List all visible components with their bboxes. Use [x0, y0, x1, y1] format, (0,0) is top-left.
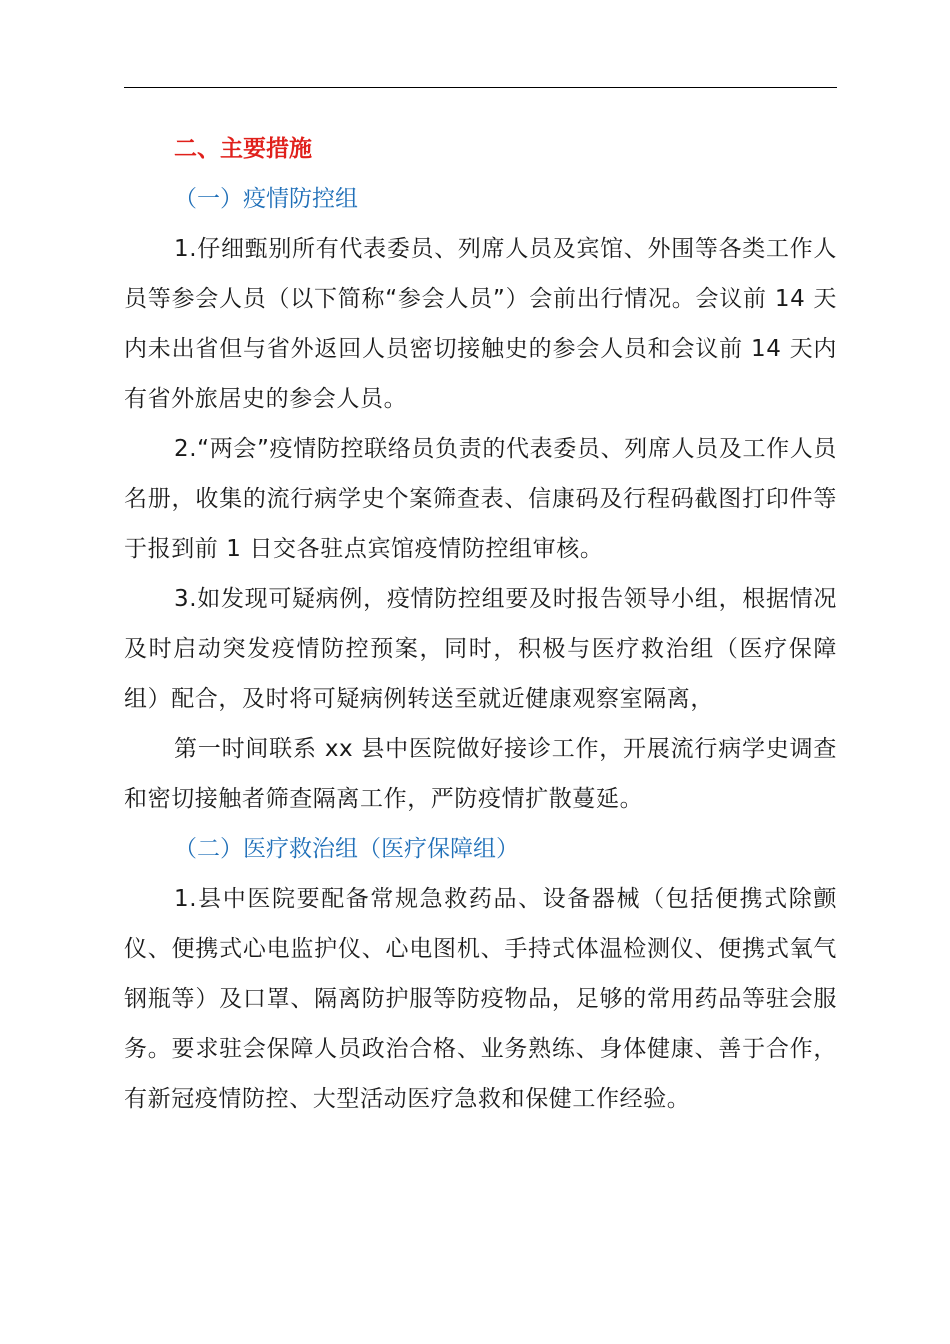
paragraph: 1.县中医院要配备常规急救药品、设备器械（包括便携式除颤仪、便携式心电监护仪、心电图机、手持式体温检测仪、便携式氧气钢瓶等）及口罩、隔离防护服等防疫物品，足够的常用药品等驻会服务。要求驻会保障人员政治合格、业务熟练、身体健康、善于合作，有新冠疫情防控、大型活动医疗急救和保健工作经验。 — [124, 886, 837, 1112]
paragraph: 3.如发现可疑病例，疫情防控组要及时报告领导小组，根据情况及时启动突发疫情防控预案，同时，积极与医疗救治组（医疗保障组）配合，及时将可疑病例转送至就近健康观察室隔离， — [124, 586, 837, 712]
document-body — [124, 124, 837, 1124]
subsection-heading-medical-treatment: （二）医疗救治组（医疗保障组） — [174, 836, 519, 862]
paragraph: 第一时间联系 xx 县中医院做好接诊工作，开展流行病学史调查和密切接触者筛查隔离工作，严防疫情扩散蔓延。 — [124, 736, 837, 812]
paragraph: 1.仔细甄别所有代表委员、列席人员及宾馆、外围等各类工作人员等参会人员（以下简称“参会人员”）会前出行情况。会议前 14 天内未出省但与省外返回人员密切接触史的参会人员和会议前 14 天内有省外旅居史的参会人员。 — [124, 236, 837, 412]
paragraph: 2.“两会”疫情防控联络员负责的代表委员、列席人员及工作人员名册，收集的流行病学史个案筛查表、信康码及行程码截图打印件等于报到前 1 日交各驻点宾馆疫情防控组审核。 — [124, 436, 837, 562]
header-rule — [124, 87, 837, 88]
section-title: 二、主要措施 — [174, 136, 312, 162]
subsection-heading-epidemic-control: （一）疫情防控组 — [174, 186, 358, 212]
